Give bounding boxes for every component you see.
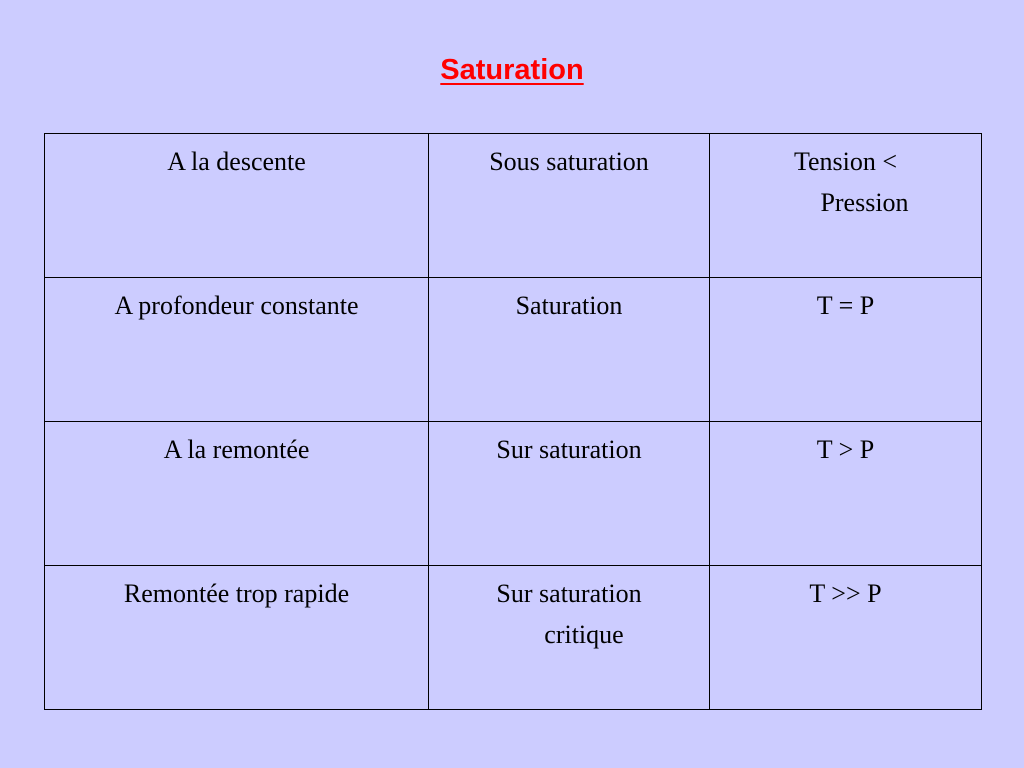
state-cell [429, 566, 710, 710]
state-text: Sous saturation [489, 147, 649, 176]
phase-text: A la descente [167, 147, 306, 176]
relation-cell [710, 278, 982, 422]
phase-text: A profondeur constante [114, 291, 359, 320]
phase-cell [45, 422, 429, 566]
relation-cell [710, 566, 982, 710]
phase-cell [45, 566, 429, 710]
phase-cell [45, 278, 429, 422]
state-cell [429, 278, 710, 422]
table-row [45, 134, 982, 278]
state-text: Sur saturation [496, 435, 642, 464]
relation-cell [710, 134, 982, 278]
phase-text: A la remontée [163, 435, 310, 464]
relation-text-line2: Pression [820, 188, 909, 217]
phase-text: Remontée trop rapide [123, 579, 350, 608]
relation-text: Tension < [793, 147, 898, 176]
saturation-table [44, 133, 982, 710]
table-row [45, 278, 982, 422]
table-row [45, 566, 982, 710]
phase-cell [45, 134, 429, 278]
table-row [45, 422, 982, 566]
slide-title: Saturation [440, 54, 584, 86]
state-text: Saturation [515, 291, 623, 320]
relation-text: T = P [816, 291, 875, 320]
relation-text: T >> P [809, 579, 882, 608]
state-cell [429, 422, 710, 566]
state-cell [429, 134, 710, 278]
state-text: Sur saturation [496, 579, 642, 608]
state-text-line2: critique [544, 620, 624, 649]
relation-cell [710, 422, 982, 566]
relation-text: T > P [816, 435, 875, 464]
